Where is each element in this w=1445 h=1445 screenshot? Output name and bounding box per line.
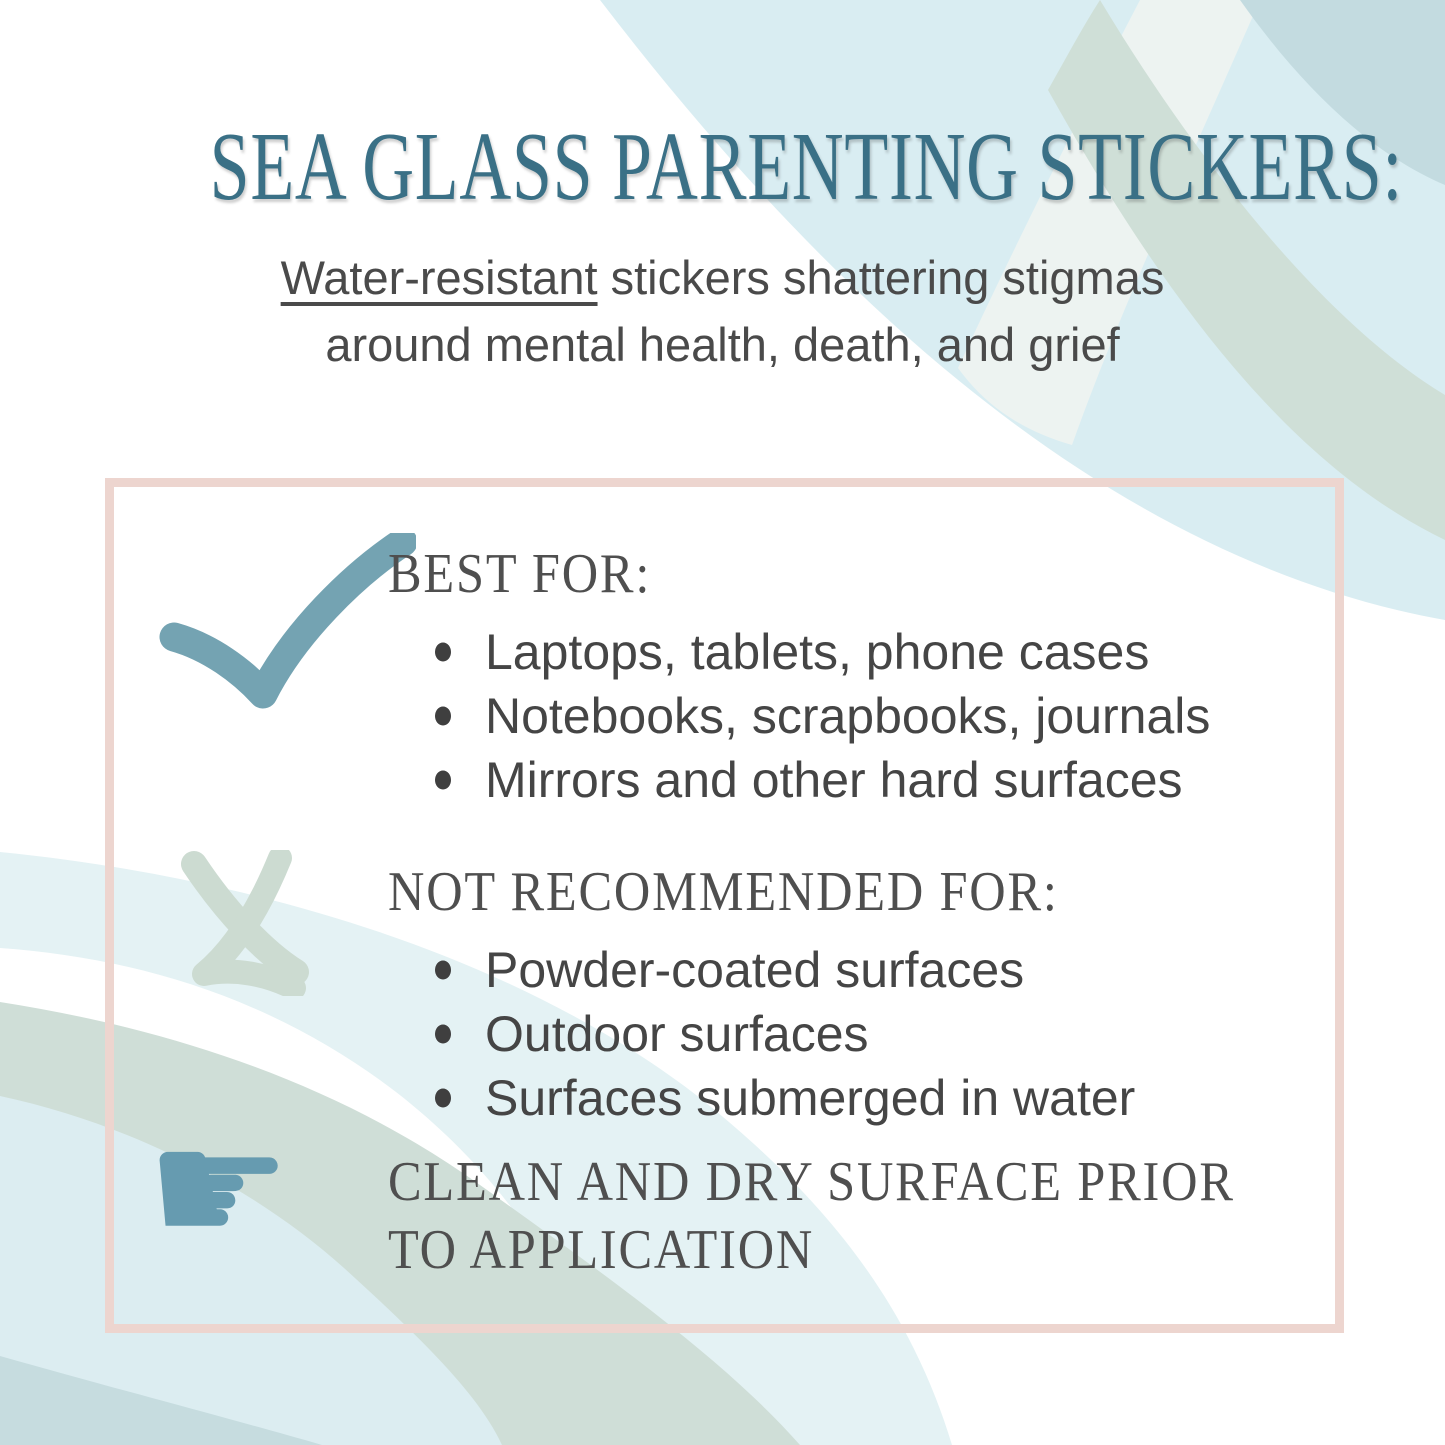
list-item: Surfaces submerged in water [433, 1066, 1348, 1130]
list-item: Powder-coated surfaces [433, 938, 1348, 1002]
not-recommended-heading: NOT RECOMMENDED FOR: [388, 861, 1059, 923]
list-item: Laptops, tablets, phone cases [433, 620, 1348, 684]
list-item: Mirrors and other hard surfaces [433, 748, 1348, 812]
instruction-heading: CLEAN AND DRY SURFACE PRIOR TO APPLICATION [388, 1151, 1235, 1282]
subtitle-underlined: Water-resistant [280, 251, 598, 304]
subtitle-line-2: around mental health, death, and grief [325, 318, 1120, 371]
checkmark-icon [158, 533, 416, 715]
x-mark-icon [168, 850, 312, 996]
section-not-recommended [388, 858, 1348, 1130]
list-item: Outdoor surfaces [433, 1002, 1348, 1066]
subtitle-line-1 [0, 244, 1445, 311]
best-for-heading: BEST FOR: [388, 543, 652, 605]
not-recommended-list [433, 938, 1348, 1130]
section-best-for [388, 540, 1348, 812]
subtitle-line1-rest: stickers shattering stigmas [597, 251, 1165, 304]
title-row [0, 113, 1445, 220]
list-item: Notebooks, scrapbooks, journals [433, 684, 1348, 748]
best-for-list [433, 620, 1348, 812]
subtitle [0, 244, 1445, 378]
pointing-hand-icon: ☛ [146, 1095, 292, 1283]
section-instruction [388, 1148, 1428, 1285]
page-title: SEA GLASS PARENTING STICKERS: [209, 113, 1404, 220]
